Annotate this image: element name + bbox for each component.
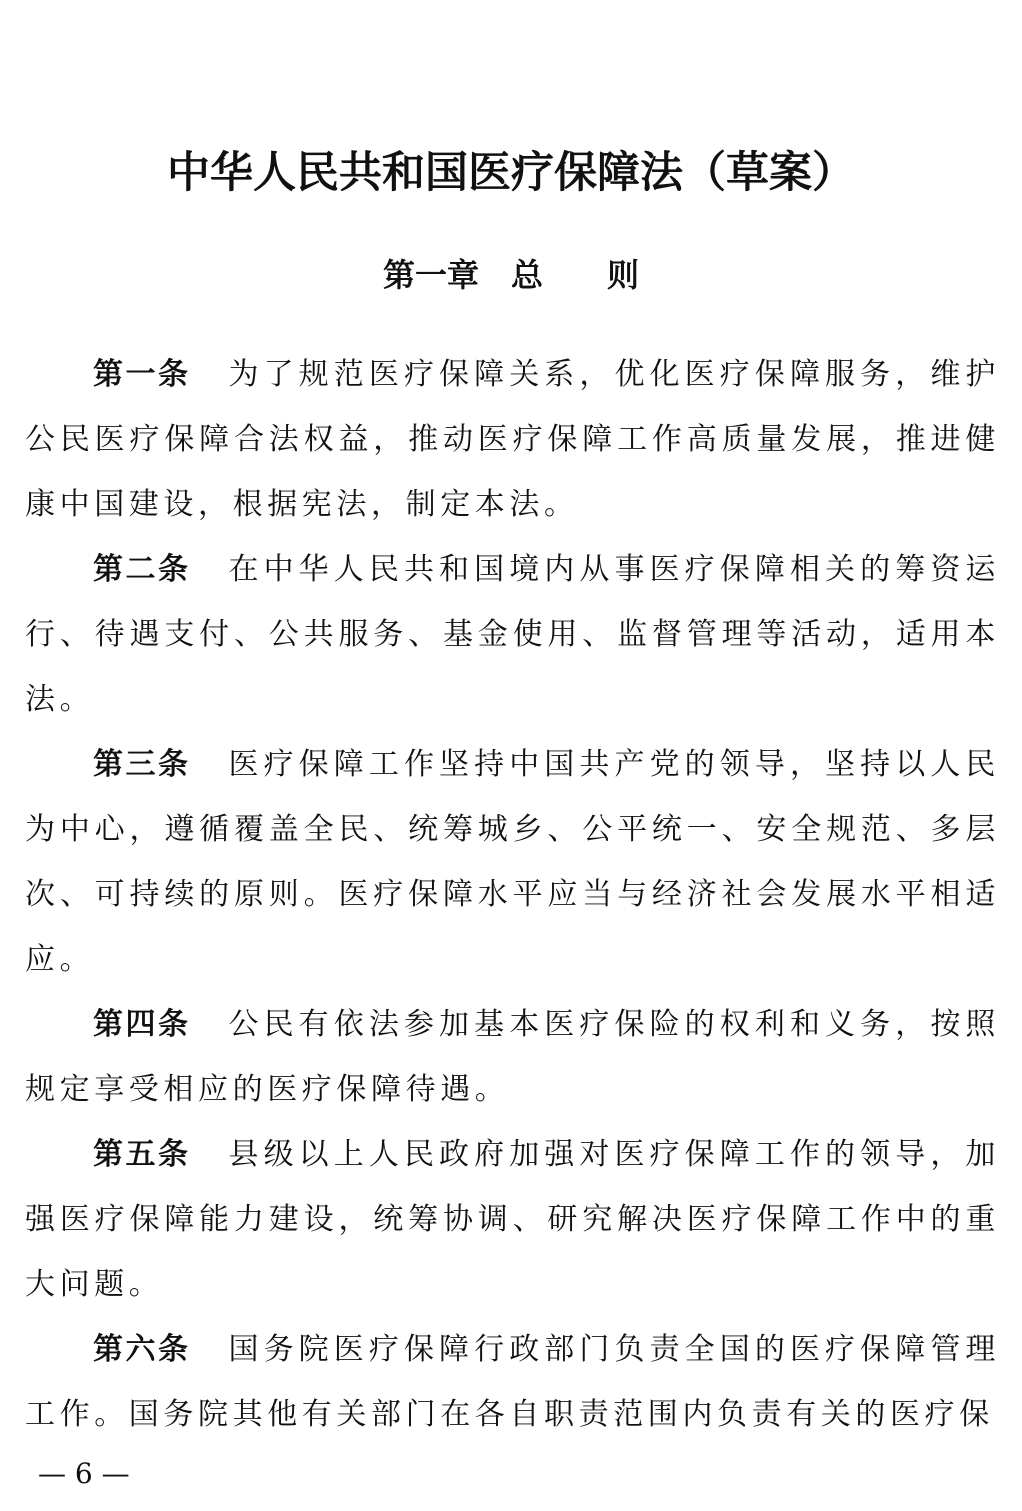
chapter-heading: 第一章 总 则 bbox=[382, 256, 639, 294]
document-title: 中华人民共和国医疗保障法（草案） bbox=[167, 148, 855, 198]
article-2 bbox=[25, 537, 1000, 732]
article-6 bbox=[25, 1317, 1000, 1447]
article-1 bbox=[25, 342, 1000, 537]
article-label: 第一条 bbox=[93, 357, 191, 392]
article-text: 县级以上人民政府加强对医疗保障工作的领导，加强医疗保障能力建设，统筹协调、研究解决医疗保障工作中的重大问题。 bbox=[25, 1137, 1001, 1302]
article-label: 第六条 bbox=[93, 1332, 191, 1367]
article-5 bbox=[25, 1122, 1000, 1317]
article-label: 第三条 bbox=[93, 747, 191, 782]
articles-body bbox=[25, 342, 1000, 1447]
article-label: 第二条 bbox=[93, 552, 191, 587]
article-text: 在中华人民共和国境内从事医疗保障相关的筹资运行、待遇支付、公共服务、基金使用、监督管理等活动，适用本法。 bbox=[25, 552, 1001, 717]
article-text: 医疗保障工作坚持中国共产党的领导，坚持以人民为中心，遵循覆盖全民、统筹城乡、公平统一、安全规范、多层次、可持续的原则。医疗保障水平应当与经济社会发展水平相适应。 bbox=[25, 747, 1001, 977]
article-text: 为了规范医疗保障关系，优化医疗保障服务，维护公民医疗保障合法权益，推动医疗保障工作高质量发展，推进健康中国建设，根据宪法，制定本法。 bbox=[25, 357, 1001, 522]
article-text: 国务院医疗保障行政部门负责全国的医疗保障管理工作。国务院其他有关部门在各自职责范围内负责有关的医疗保 bbox=[25, 1332, 1001, 1432]
page-number: — 6 — bbox=[38, 1457, 130, 1490]
article-3 bbox=[25, 732, 1000, 992]
article-text: 公民有依法参加基本医疗保险的权利和义务，按照规定享受相应的医疗保障待遇。 bbox=[25, 1007, 1001, 1107]
article-label: 第五条 bbox=[93, 1137, 191, 1172]
article-4 bbox=[25, 992, 1000, 1122]
article-label: 第四条 bbox=[93, 1007, 191, 1042]
